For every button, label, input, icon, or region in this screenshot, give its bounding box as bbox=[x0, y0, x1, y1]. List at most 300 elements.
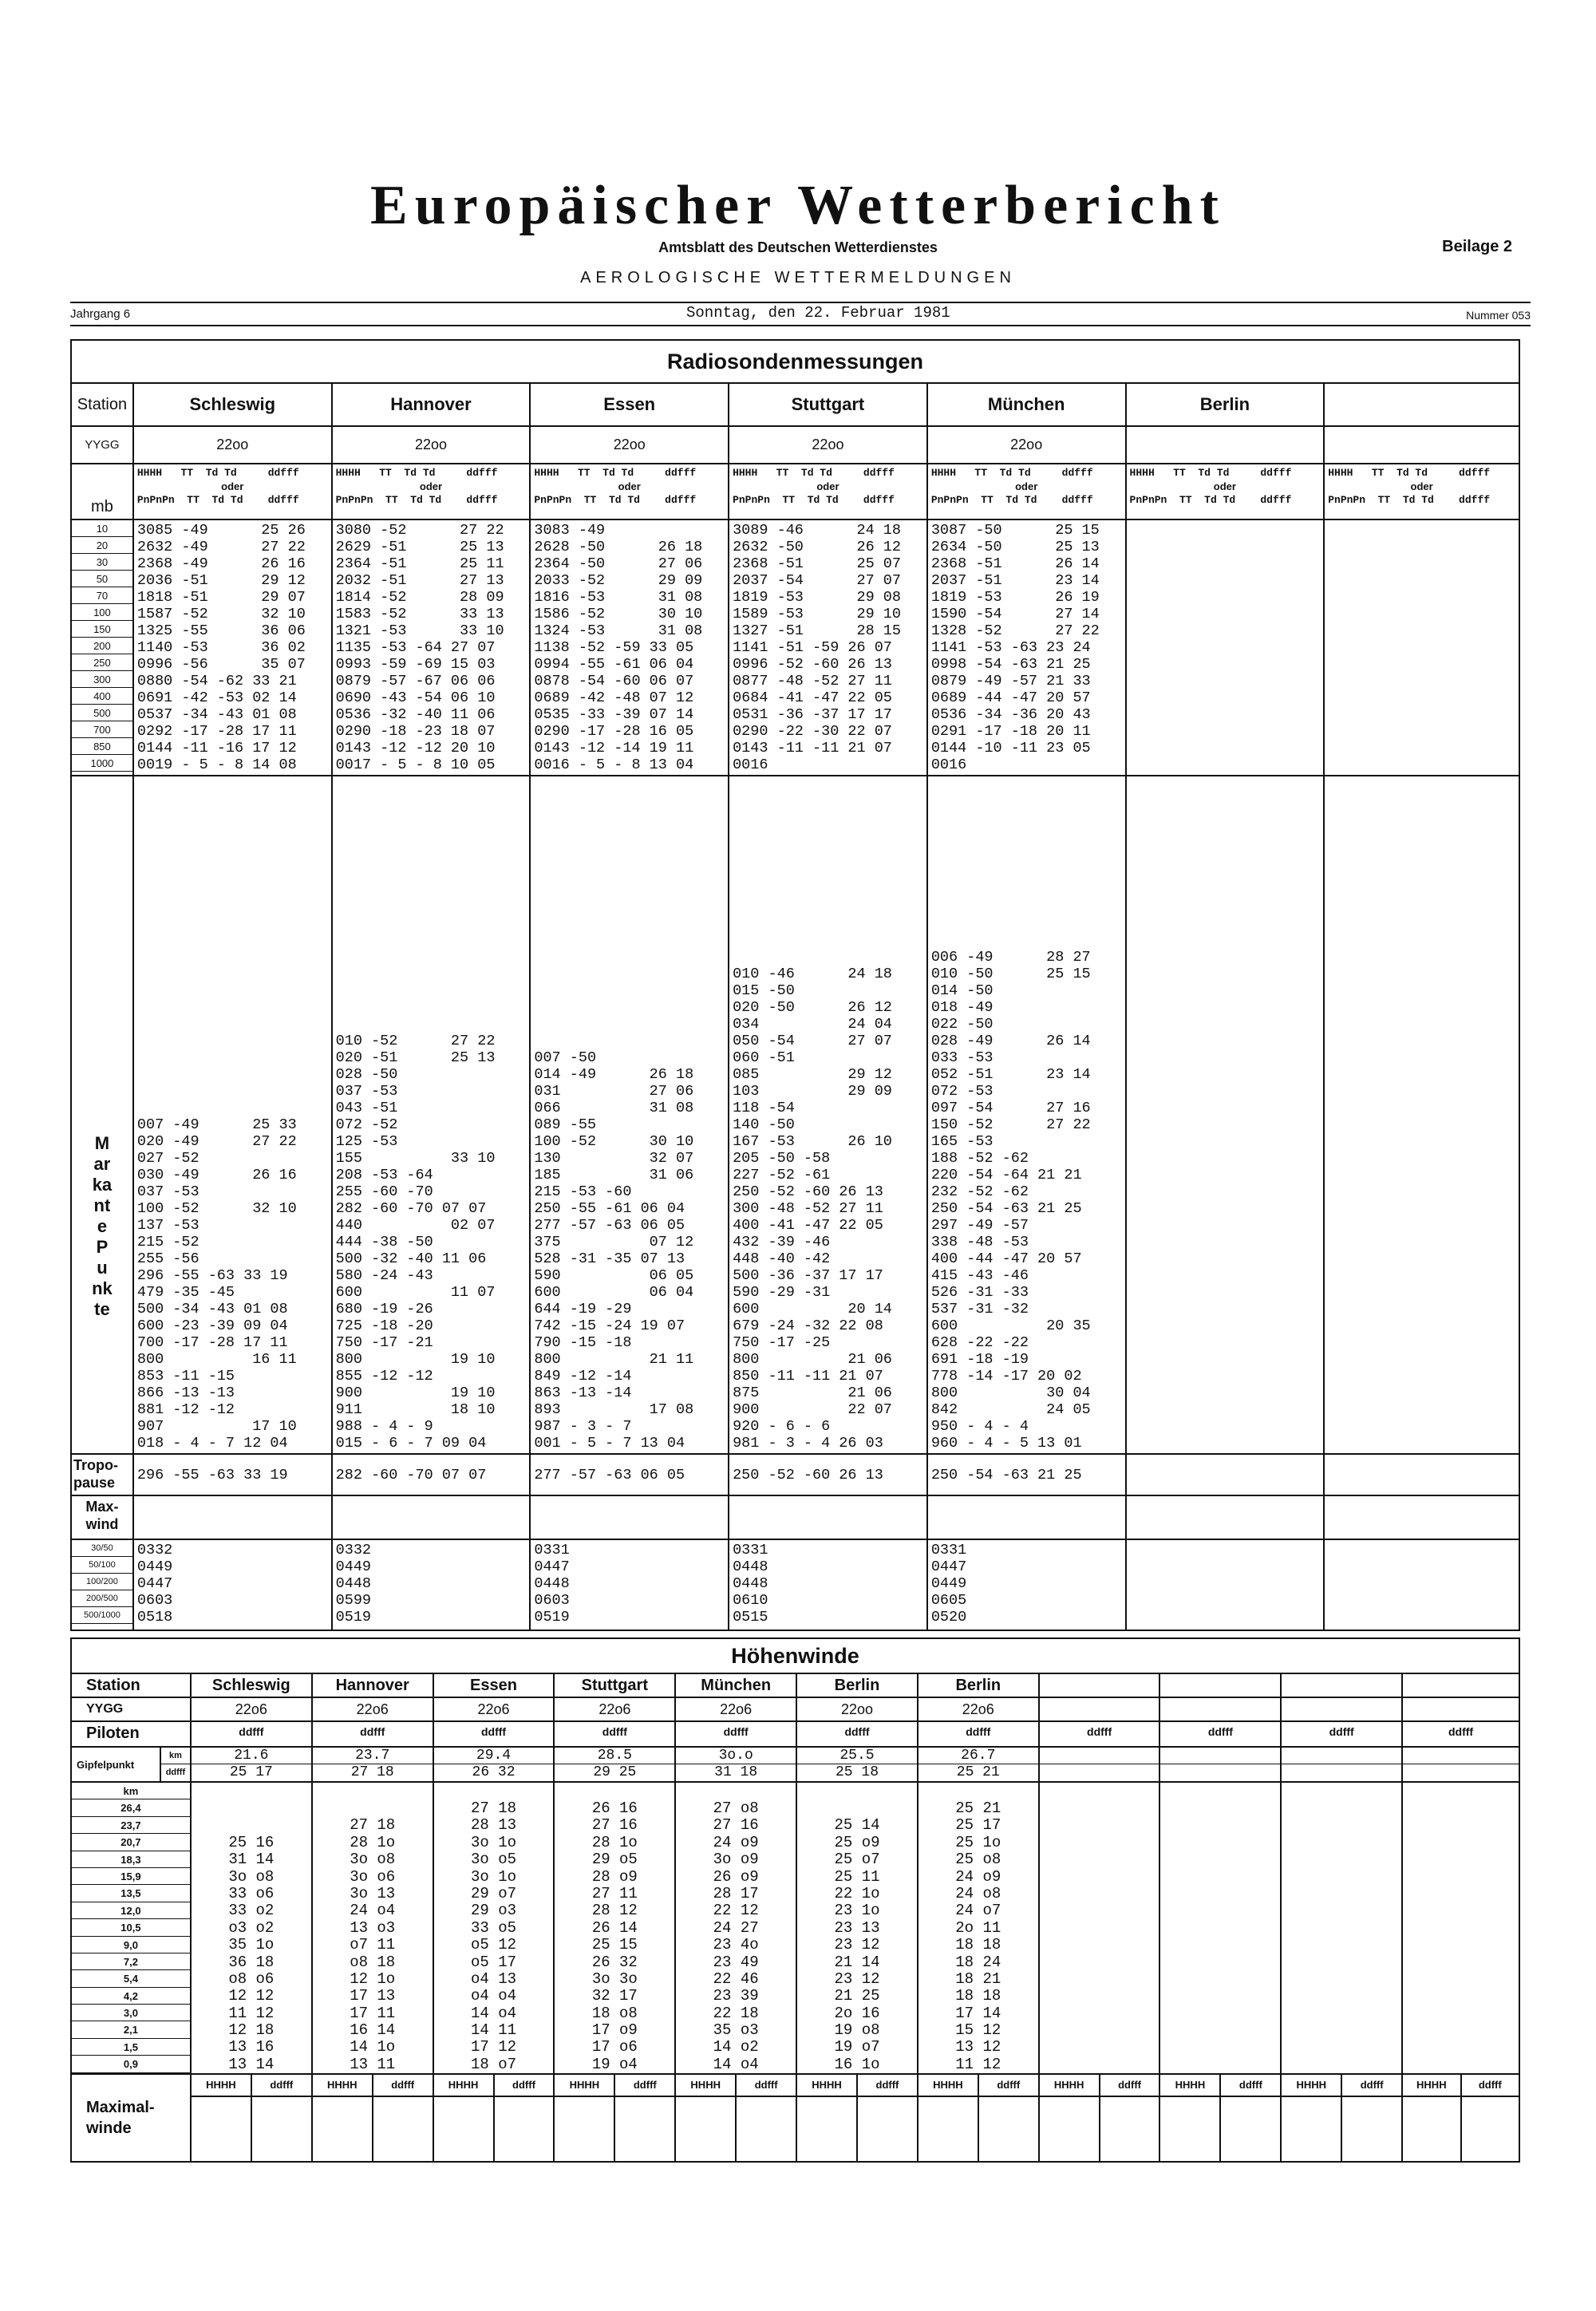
pressure-level: 10 bbox=[72, 520, 132, 537]
wind-yygg-value: 22oo bbox=[796, 1697, 918, 1721]
thickness-values: 0332 0449 0448 0599 0519 bbox=[332, 1539, 531, 1630]
yygg-value: 22oo bbox=[729, 426, 927, 464]
tropopause-label: Tropo-pause bbox=[71, 1454, 133, 1495]
wind-value: 24 o7 bbox=[955, 1902, 1001, 1920]
wind-value: 23 12 bbox=[834, 1936, 880, 1954]
pressure-level: 850 bbox=[72, 738, 132, 755]
maxwind-header bbox=[918, 2074, 1039, 2096]
wind-value: 3o o5 bbox=[471, 1851, 517, 1869]
wind-level: 4,2 bbox=[72, 1988, 190, 2005]
wind-value: o5 12 bbox=[471, 1936, 517, 1954]
piloten-ddfff: ddfff bbox=[433, 1721, 555, 1747]
wind-level: 12,0 bbox=[72, 1902, 190, 1919]
gipfelpunkt-label: Gipfelpunkt bbox=[71, 1747, 160, 1782]
level-list bbox=[72, 520, 132, 772]
wind-value bbox=[1160, 2039, 1280, 2056]
maxwind-header bbox=[312, 2074, 433, 2096]
wind-yygg-value: 22o6 bbox=[433, 1697, 555, 1721]
maxwind-value bbox=[1126, 1495, 1325, 1539]
maxwind-hhhh-label: HHHH bbox=[555, 2075, 615, 2096]
maxwind-value bbox=[1324, 1495, 1519, 1539]
thickness-level: 50/100 bbox=[72, 1557, 132, 1574]
maxwind-value bbox=[530, 1495, 729, 1539]
maxwind-ddfff-value bbox=[737, 2097, 796, 2161]
wind-value: 22 1o bbox=[834, 1884, 880, 1902]
wind-level: 20,7 bbox=[72, 1834, 190, 1851]
gipfelpunkt-cell bbox=[918, 1747, 1039, 1782]
wind-station-name bbox=[1159, 1673, 1281, 1697]
wind-value: 23 4o bbox=[713, 1936, 759, 1954]
wind-value: 27 16 bbox=[713, 1816, 759, 1835]
maxwind-hhhh-label: HHHH bbox=[797, 2075, 858, 2096]
wind-value bbox=[1403, 2022, 1519, 2039]
wind-value: 24 27 bbox=[713, 1918, 759, 1937]
maxwind-ddfff-label: ddfff bbox=[875, 2079, 899, 2092]
column-header-line3: PnPnPn TT Td Td ddfff bbox=[136, 494, 299, 506]
wind-value bbox=[1040, 2039, 1159, 2056]
wind-level-list bbox=[72, 1783, 190, 2073]
column-header-line2: oder bbox=[618, 480, 641, 492]
wind-level: 18,3 bbox=[72, 1851, 190, 1868]
wind-value: 18 o8 bbox=[591, 2004, 638, 2022]
wind-value: 13 12 bbox=[955, 2038, 1001, 2056]
maxwind-values bbox=[312, 2096, 433, 2162]
piloten-ddfff: ddfff bbox=[554, 1721, 675, 1747]
wind-column bbox=[1281, 1782, 1402, 2074]
thickness-values: 0331 0447 0449 0605 0520 bbox=[927, 1539, 1126, 1630]
wind-value: 27 16 bbox=[591, 1816, 638, 1835]
maxwind-split bbox=[1160, 2097, 1280, 2161]
significant-levels: 010 -52 27 22 020 -51 25 13 028 -50 037 -53 043 -51 072 -52 125 -53 155 33 10 208 -53 -64 255 -60 -70 282 -60 -70 07 07 440 02 07 444 -38 -50 500 -32 -40 11 06 580 -24 -43 600 11 07 680 -19 -26 725 -18 -20 750 -17 -21 800 19 10 855 -12 -12 900 19 10 911 18 10 988 - 4 - 9 015 - 6 - 7 09 04 bbox=[332, 776, 531, 1454]
maxwind-hhhh-label: HHHH bbox=[676, 2075, 737, 2096]
wind-level: 2,1 bbox=[72, 2021, 190, 2038]
standard-levels: 3083 -49 2628 -50 26 18 2364 -50 27 06 2033 -52 29 09 1816 -53 31 08 1586 -52 30 10 1324 -53 31 08 1138 -52 -59 33 05 0994 -55 -61 06 04 0878 -54 -60 06 07 0689 -42 -48 07 12 0535 -33 -39 07 14 0290 -17 -28 16 05 0143 -12 -14 19 11 0016 - 5 - 8 13 04 bbox=[530, 519, 729, 776]
wind-value: 33 o6 bbox=[228, 1884, 275, 1902]
maxwind-header bbox=[433, 2074, 555, 2096]
mb-label: mb bbox=[71, 464, 133, 519]
thickness-values: 0331 0448 0448 0610 0515 bbox=[729, 1539, 927, 1630]
maxwind-values bbox=[1039, 2096, 1160, 2162]
maxwind-values bbox=[675, 2096, 796, 2162]
wind-value: 18 24 bbox=[955, 1953, 1001, 1971]
wind-value bbox=[1282, 1988, 1401, 2005]
wind-value bbox=[1282, 1971, 1401, 1988]
wind-value: o7 11 bbox=[350, 1936, 396, 1954]
wind-value: 28 1o bbox=[591, 1833, 638, 1851]
wind-value: 18 o7 bbox=[471, 2055, 517, 2073]
column-header-line2: oder bbox=[1410, 480, 1433, 492]
wind-column bbox=[433, 1782, 555, 2074]
wind-value bbox=[1040, 1835, 1159, 1851]
thickness-values: 0332 0449 0447 0603 0518 bbox=[133, 1539, 332, 1630]
maxwind-hhhh-value bbox=[1282, 2097, 1342, 2161]
wind-value bbox=[192, 1800, 311, 1817]
maxwind-ddfff-value bbox=[615, 2097, 674, 2161]
thickness-level-list bbox=[72, 1540, 132, 1624]
pressure-level: 100 bbox=[72, 604, 132, 621]
column-header-line1: HHHH TT Td Td ddfff bbox=[1328, 467, 1491, 479]
wind-level: 5,4 bbox=[72, 1970, 190, 1987]
maxwind-header-row bbox=[1040, 2075, 1159, 2096]
wind-value: o8 o6 bbox=[228, 1969, 275, 1988]
wind-value: 2o 11 bbox=[955, 1918, 1001, 1937]
wind-value bbox=[797, 1800, 917, 1817]
wind-value: 24 o8 bbox=[955, 1884, 1001, 1902]
wind-value bbox=[1282, 1851, 1401, 1868]
thickness-values bbox=[1324, 1539, 1519, 1630]
wind-value: 28 o9 bbox=[591, 1867, 638, 1886]
wind-value bbox=[1403, 1988, 1519, 2005]
tropopause-value: 250 -54 -63 21 25 bbox=[927, 1454, 1126, 1495]
gipfel-km: 28.5 bbox=[555, 1748, 674, 1764]
wind-value: 26 o9 bbox=[713, 1867, 759, 1886]
gipfel-ddfff: 31 18 bbox=[714, 1764, 758, 1780]
maxwind-hhhh-label: HHHH bbox=[1403, 2075, 1461, 2096]
gipfelpunkt-cell bbox=[675, 1747, 796, 1782]
wind-value bbox=[1403, 2005, 1519, 2022]
wind-value bbox=[1403, 1954, 1519, 1971]
maxwind-header bbox=[675, 2074, 796, 2096]
wind-value: 32 17 bbox=[591, 1987, 638, 2005]
wind-value: 23 13 bbox=[834, 1918, 880, 1937]
upper-winds-title: Höhenwinde bbox=[71, 1638, 1519, 1673]
pressure-level: 250 bbox=[72, 654, 132, 671]
maxwind-hhhh-label: HHHH bbox=[1282, 2075, 1342, 2096]
maxwind-values bbox=[1402, 2096, 1519, 2162]
maxwind-ddfff-value bbox=[252, 2097, 311, 2161]
thickness-level: 500/1000 bbox=[72, 1607, 132, 1624]
wind-value: 13 o3 bbox=[350, 1918, 396, 1937]
maxwind-ddfff-label: ddfff bbox=[391, 2079, 415, 2092]
wind-column bbox=[191, 1782, 312, 2074]
wind-value: 33 o5 bbox=[471, 1918, 517, 1937]
beilage-label: Beilage 2 bbox=[1442, 238, 1512, 255]
wind-value: 35 o3 bbox=[713, 2021, 759, 2040]
wind-level: 7,2 bbox=[72, 1953, 190, 1970]
issue-number: Nummer 053 bbox=[1466, 309, 1531, 322]
column-header-line3: PnPnPn TT Td Td ddfff bbox=[534, 494, 697, 506]
wind-value: 23 39 bbox=[713, 1987, 759, 2005]
gipfel-km-unit: km bbox=[161, 1748, 190, 1764]
maxwind-split bbox=[676, 2097, 796, 2161]
wind-value bbox=[1403, 1920, 1519, 1937]
wind-value bbox=[1160, 1817, 1280, 1834]
piloten-ddfff: ddfff bbox=[796, 1721, 918, 1747]
maxwind-hhhh-label: HHHH bbox=[1160, 2075, 1221, 2096]
column-header-line3: PnPnPn TT Td Td ddfff bbox=[733, 494, 895, 506]
maxwind-values bbox=[1281, 2096, 1402, 2162]
wind-value: 15 12 bbox=[955, 2021, 1001, 2040]
wind-station-name: Hannover bbox=[312, 1673, 433, 1697]
maxwind-header-row bbox=[313, 2075, 433, 2096]
wind-value: 25 1o bbox=[955, 1833, 1001, 1851]
wind-value bbox=[1040, 1869, 1159, 1886]
column-header-line2: oder bbox=[1213, 480, 1236, 492]
gipfel-ddfff: 29 25 bbox=[593, 1764, 637, 1780]
column-header-line1: HHHH TT Td Td ddfff bbox=[733, 467, 895, 479]
wind-value: o8 18 bbox=[350, 1953, 396, 1971]
column-header bbox=[332, 464, 531, 519]
maxwind-ddfff-label: ddfff bbox=[1360, 2079, 1384, 2092]
wind-value bbox=[1403, 2056, 1519, 2073]
wind-value bbox=[1403, 1886, 1519, 1902]
column-header bbox=[927, 464, 1126, 519]
tropopause-value: 296 -55 -63 33 19 bbox=[133, 1454, 332, 1495]
wind-station-name: Berlin bbox=[918, 1673, 1039, 1697]
wind-value: 29 o5 bbox=[591, 1851, 638, 1869]
wind-value: o4 o4 bbox=[471, 1987, 517, 2005]
wind-value bbox=[313, 1800, 433, 1817]
gipfelpunkt-cell bbox=[554, 1747, 675, 1782]
standard-levels: 3087 -50 25 15 2634 -50 25 13 2368 -51 26 14 2037 -51 23 14 1819 -53 26 19 1590 -54 27 14 1328 -52 27 22 1141 -53 -63 23 24 0998 -54 -63 21 25 0879 -49 -57 21 33 0689 -44 -47 20 57 0536 -34 -36 20 43 0291 -17 -18 20 11 0144 -10 -11 23 05 0016 bbox=[927, 519, 1126, 776]
wind-value: 25 11 bbox=[834, 1867, 880, 1886]
wind-value: o5 17 bbox=[471, 1953, 517, 1971]
station-name: Stuttgart bbox=[729, 383, 927, 426]
maxwind-ddfff-value bbox=[1462, 2097, 1519, 2161]
wind-value: 19 o8 bbox=[834, 2021, 880, 2040]
wind-value: 12 12 bbox=[228, 1987, 275, 2005]
gipfel-km: 23.7 bbox=[313, 1748, 433, 1764]
gipfelpunkt-cell bbox=[1159, 1747, 1281, 1782]
maxwind-ddfff-value bbox=[1221, 2097, 1280, 2161]
column-header bbox=[1324, 464, 1519, 519]
maxwind-hhhh-label: HHHH bbox=[192, 2075, 252, 2096]
maxwind-hhhh-value bbox=[918, 2097, 979, 2161]
station-name: Essen bbox=[530, 383, 729, 426]
wind-value bbox=[1160, 2056, 1280, 2073]
pressure-level: 30 bbox=[72, 554, 132, 571]
wind-value: 25 o9 bbox=[834, 1833, 880, 1851]
pressure-level: 1000 bbox=[72, 755, 132, 772]
wind-value bbox=[1160, 1851, 1280, 1868]
station-name: München bbox=[927, 383, 1126, 426]
wind-value: 23 49 bbox=[713, 1953, 759, 1971]
wind-value: 25 14 bbox=[834, 1816, 880, 1835]
wind-station-label: Station bbox=[71, 1673, 191, 1697]
standard-levels bbox=[1126, 519, 1325, 776]
yygg-value bbox=[1126, 426, 1325, 464]
pressure-level: 50 bbox=[72, 571, 132, 587]
maxwind-split bbox=[434, 2097, 554, 2161]
significant-levels bbox=[1324, 776, 1519, 1454]
wind-level: 10,5 bbox=[72, 1919, 190, 1936]
wind-value: 25 17 bbox=[955, 1816, 1001, 1835]
significant-levels: 006 -49 28 27 010 -50 25 15 014 -50 018 -49 022 -50 028 -49 26 14 033 -53 052 -51 23 14 072 -53 097 -54 27 16 150 -52 27 22 165 -53 188 -52 -62 220 -54 -64 21 21 232 -52 -62 250 -54 -63 21 25 297 -49 -57 338 -48 -53 400 -44 -47 20 57 415 -43 -46 526 -31 -33 537 -31 -32 600 20 35 628 -22 -22 691 -18 -19 778 -14 -17 20 02 800 30 04 842 24 05 950 - 4 - 4 960 - 4 - 5 13 01 bbox=[927, 776, 1126, 1454]
column-header-line3: PnPnPn TT Td Td ddfff bbox=[930, 494, 1093, 506]
wind-value bbox=[1403, 1971, 1519, 1988]
maxwind-ddfff-value bbox=[1100, 2097, 1159, 2161]
wind-value: 19 o7 bbox=[834, 2038, 880, 2056]
maximalwinde-label: Maximal-winde bbox=[71, 2074, 191, 2162]
wind-value: 27 11 bbox=[591, 1884, 638, 1902]
wind-yygg-value: 22o6 bbox=[675, 1697, 796, 1721]
wind-value: 23 12 bbox=[834, 1969, 880, 1988]
maxwind-hhhh-value bbox=[555, 2097, 615, 2161]
wind-value: 17 12 bbox=[471, 2038, 517, 2056]
wind-value: 31 14 bbox=[228, 1851, 275, 1869]
column-header-line1: HHHH TT Td Td ddfff bbox=[930, 467, 1093, 479]
wind-value bbox=[1160, 1971, 1280, 1988]
wind-value: 11 12 bbox=[228, 2004, 275, 2022]
wind-value: 27 o8 bbox=[713, 1799, 759, 1817]
maxwind-hhhh-value bbox=[1040, 2097, 1100, 2161]
station-name: Schleswig bbox=[133, 383, 332, 426]
maxwind-header-row bbox=[918, 2075, 1038, 2096]
gipfel-ddfff: 26 32 bbox=[472, 1764, 516, 1780]
wind-value: 21 25 bbox=[834, 1987, 880, 2005]
wind-value bbox=[1040, 1886, 1159, 1902]
wind-value bbox=[1040, 1937, 1159, 1953]
wind-value: 13 11 bbox=[350, 2055, 396, 2073]
wind-value: 29 o3 bbox=[471, 1902, 517, 1920]
gipfel-km: 29.4 bbox=[434, 1748, 554, 1764]
wind-column bbox=[675, 1782, 796, 2074]
standard-levels: 3089 -46 24 18 2632 -50 26 12 2368 -51 25 07 2037 -54 27 07 1819 -53 29 08 1589 -53 29 10 1327 -51 28 15 1141 -51 -59 26 07 0996 -52 -60 26 13 0877 -48 -52 27 11 0684 -41 -47 22 05 0531 -36 -37 17 17 0290 -22 -30 22 07 0143 -11 -11 21 07 0016 bbox=[729, 519, 927, 776]
wind-column bbox=[554, 1782, 675, 2074]
column-header-line1: HHHH TT Td Td ddfff bbox=[534, 467, 697, 479]
wind-value bbox=[1403, 1817, 1519, 1834]
wind-value: 27 18 bbox=[471, 1799, 517, 1817]
maxwind-hhhh-value bbox=[1403, 2097, 1461, 2161]
standard-levels: 3080 -52 27 22 2629 -51 25 13 2364 -51 25 11 2032 -51 27 13 1814 -52 28 09 1583 -52 33 13 1321 -53 33 10 1135 -53 -64 27 07 0993 -59 -69 15 03 0879 -57 -67 06 06 0690 -43 -54 06 10 0536 -32 -40 11 06 0290 -18 -23 18 07 0143 -12 -12 20 10 0017 - 5 - 8 10 05 bbox=[332, 519, 531, 776]
gipfel-km: 3o.o bbox=[676, 1748, 796, 1764]
wind-value: 18 18 bbox=[955, 1936, 1001, 1954]
wind-value: 25 21 bbox=[955, 1799, 1001, 1817]
maxwind-values bbox=[1159, 2096, 1281, 2162]
maxwind-hhhh-value bbox=[676, 2097, 737, 2161]
maxwind-split bbox=[555, 2097, 674, 2161]
wind-value: 19 o4 bbox=[591, 2055, 638, 2073]
wind-value bbox=[1282, 1800, 1401, 1817]
maxwind-header-row bbox=[676, 2075, 796, 2096]
page-title: Europäischer Wetterbericht bbox=[370, 175, 1226, 236]
wind-value: 25 o8 bbox=[955, 1851, 1001, 1869]
wind-value: 16 14 bbox=[350, 2021, 396, 2040]
wind-value bbox=[1160, 1902, 1280, 1919]
wind-value bbox=[1403, 1851, 1519, 1868]
wind-yygg-value bbox=[1402, 1697, 1519, 1721]
upper-winds-table bbox=[70, 1637, 1520, 2163]
subtitle: Amtsblatt des Deutschen Wetterdienstes bbox=[658, 239, 938, 255]
maxwind-label: Max-wind bbox=[71, 1495, 133, 1539]
wind-value: 14 o4 bbox=[471, 2004, 517, 2022]
yygg-value: 22oo bbox=[530, 426, 729, 464]
wind-level: 0,9 bbox=[72, 2056, 190, 2072]
maxwind-hhhh-label: HHHH bbox=[313, 2075, 373, 2096]
wind-value: 35 1o bbox=[228, 1936, 275, 1954]
wind-value bbox=[1403, 1869, 1519, 1886]
wind-km-header: km bbox=[72, 1783, 190, 1799]
maxwind-ddfff-value bbox=[373, 2097, 433, 2161]
wind-station-name: München bbox=[675, 1673, 796, 1697]
pressure-level: 500 bbox=[72, 705, 132, 721]
gipfel-ddfff bbox=[1403, 1764, 1519, 1780]
wind-value: 25 15 bbox=[591, 1936, 638, 1954]
pressure-level: 150 bbox=[72, 621, 132, 638]
gipfel-km: 21.6 bbox=[192, 1748, 311, 1764]
maxwind-header bbox=[554, 2074, 675, 2096]
wind-value: 24 o9 bbox=[955, 1867, 1001, 1886]
radiosonde-title: Radiosondenmessungen bbox=[71, 340, 1519, 383]
significant-levels: 010 -46 24 18 015 -50 020 -50 26 12 034 24 04 050 -54 27 07 060 -51 085 29 12 103 29 09 118 -54 140 -50 167 -53 26 10 205 -50 -58 227 -52 -61 250 -52 -60 26 13 300 -48 -52 27 11 400 -41 -47 22 05 432 -39 -46 448 -40 -42 500 -36 -37 17 17 590 -29 -31 600 20 14 679 -24 -32 22 08 750 -17 -25 800 21 06 850 -11 -11 21 07 875 21 06 900 22 07 920 - 6 - 6 981 - 3 - 4 26 03 bbox=[729, 776, 927, 1454]
wind-value bbox=[1160, 1800, 1280, 1817]
wind-value: 3o 3o bbox=[591, 1969, 638, 1988]
maxwind-ddfff-value bbox=[858, 2097, 917, 2161]
wind-value: 17 13 bbox=[350, 1987, 396, 2005]
wind-column bbox=[1159, 1782, 1281, 2074]
wind-value: 28 13 bbox=[471, 1816, 517, 1835]
wind-value: 22 12 bbox=[713, 1902, 759, 1920]
maxwind-header-row bbox=[1403, 2075, 1519, 2096]
maxwind-hhhh-value bbox=[1160, 2097, 1221, 2161]
maxwind-ddfff-label: ddfff bbox=[512, 2079, 535, 2092]
yygg-value: 22oo bbox=[332, 426, 531, 464]
wind-value bbox=[1282, 2056, 1401, 2073]
wind-value: 29 o7 bbox=[471, 1884, 517, 1902]
column-header-line2: oder bbox=[221, 480, 244, 492]
issue-date: Sonntag, den 22. Februar 1981 bbox=[686, 304, 950, 322]
maxwind-hhhh-value bbox=[434, 2097, 495, 2161]
wind-value bbox=[1160, 2005, 1280, 2022]
gipfel-km bbox=[1160, 1748, 1280, 1764]
markante-punkte-label bbox=[71, 776, 133, 1454]
wind-value: 14 11 bbox=[471, 2021, 517, 2040]
wind-value bbox=[192, 1817, 311, 1834]
wind-value bbox=[1160, 2022, 1280, 2039]
piloten-ddfff: ddfff bbox=[191, 1721, 312, 1747]
wind-station-name bbox=[1281, 1673, 1402, 1697]
maxwind-split bbox=[313, 2097, 433, 2161]
wind-column bbox=[1402, 1782, 1519, 2074]
maxwind-ddfff-value bbox=[979, 2097, 1038, 2161]
top-rule bbox=[70, 302, 1531, 303]
wind-value bbox=[1282, 1902, 1401, 1919]
wind-value: 27 18 bbox=[350, 1816, 396, 1835]
column-header-line2: oder bbox=[816, 480, 839, 492]
markante-punkte-text: Markante Punkte bbox=[92, 1133, 113, 1319]
thickness-level: 200/500 bbox=[72, 1590, 132, 1607]
wind-station-name: Berlin bbox=[796, 1673, 918, 1697]
gipfelpunkt-cell bbox=[433, 1747, 555, 1782]
wind-value bbox=[1403, 1937, 1519, 1953]
wind-value: 22 46 bbox=[713, 1969, 759, 1988]
significant-levels: 007 -49 25 33 020 -49 27 22 027 -52 030 -49 26 16 037 -53 100 -52 32 10 137 -53 215 -52 255 -56 296 -55 -63 33 19 479 -35 -45 500 -34 -43 01 08 600 -23 -39 09 04 700 -17 -28 17 11 800 16 11 853 -11 -15 866 -13 -13 881 -12 -12 907 17 10 018 - 4 - 7 12 04 bbox=[133, 776, 332, 1454]
maxwind-values bbox=[191, 2096, 312, 2162]
wind-value: 25 16 bbox=[228, 1833, 275, 1851]
gipfelpunkt-cell bbox=[1281, 1747, 1402, 1782]
wind-value bbox=[1160, 1886, 1280, 1902]
maxwind-split bbox=[1403, 2097, 1519, 2161]
thickness-level: 100/200 bbox=[72, 1574, 132, 1590]
gipfel-ddfff: 25 21 bbox=[956, 1764, 1000, 1780]
maxwind-ddfff-label: ddfff bbox=[1118, 2079, 1141, 2092]
wind-level: 13,5 bbox=[72, 1885, 190, 1902]
column-header-line1: HHHH TT Td Td ddfff bbox=[1129, 467, 1292, 479]
maxwind-hhhh-value bbox=[192, 2097, 252, 2161]
wind-yygg-value: 22o6 bbox=[191, 1697, 312, 1721]
wind-level: 26,4 bbox=[72, 1799, 190, 1816]
wind-value: 28 1o bbox=[350, 1833, 396, 1851]
maxwind-header bbox=[796, 2074, 918, 2096]
wind-column bbox=[918, 1782, 1039, 2074]
column-header bbox=[530, 464, 729, 519]
wind-value bbox=[1282, 2005, 1401, 2022]
column-header-line1: HHHH TT Td Td ddfff bbox=[136, 467, 299, 479]
gipfel-ddfff bbox=[1040, 1764, 1159, 1780]
gipfel-km bbox=[1403, 1748, 1519, 1764]
wind-value: 18 21 bbox=[955, 1969, 1001, 1988]
wind-value: 25 o7 bbox=[834, 1851, 880, 1869]
